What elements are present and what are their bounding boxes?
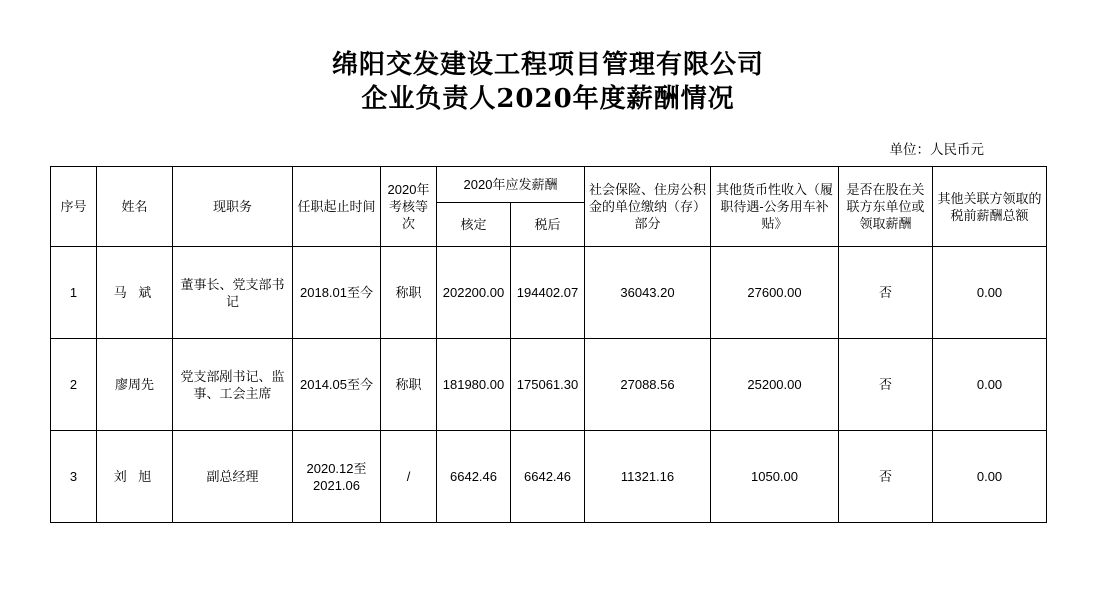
cell-seq: 3 [51,431,97,523]
cell-term: 2018.01至今 [293,247,381,339]
header-position: 现职务 [173,167,293,247]
cell-insurance: 36043.20 [585,247,711,339]
cell-position: 副总经理 [173,431,293,523]
cell-grade: 称职 [381,247,437,339]
cell-grade: 称职 [381,339,437,431]
table-row [51,247,1047,339]
header-name: 姓名 [97,167,173,247]
salary-table-wrapper [0,166,1096,523]
header-related-total: 其他关联方领取的税前薪酬总额 [933,167,1047,247]
cell-name: 廖周先 [97,339,173,431]
cell-other-monetary: 27600.00 [711,247,839,339]
cell-seq: 1 [51,247,97,339]
table-header-row-1 [51,167,1047,203]
cell-related-total: 0.00 [933,339,1047,431]
cell-related-total: 0.00 [933,247,1047,339]
cell-shareholding: 否 [839,247,933,339]
cell-insurance: 27088.56 [585,339,711,431]
cell-related-total: 0.00 [933,431,1047,523]
cell-insurance: 11321.16 [585,431,711,523]
cell-term: 2020.12至2021.06 [293,431,381,523]
table-row [51,431,1047,523]
table-row [51,339,1047,431]
header-insurance: 社会保险、住房公积金的单位缴纳（存）部分 [585,167,711,247]
cell-name: 马 斌 [97,247,173,339]
currency-unit-note: 单位：人民币元 [889,142,984,157]
header-term: 任职起止时间 [293,167,381,247]
header-payable-after-tax: 税后 [511,203,585,247]
cell-grade: / [381,431,437,523]
cell-name: 刘 旭 [97,431,173,523]
header-seq: 序号 [51,167,97,247]
cell-other-monetary: 1050.00 [711,431,839,523]
salary-table [50,166,1047,523]
title-line-1: 绵阳交发建设工程项目管理有限公司 [331,50,764,80]
cell-term: 2014.05至今 [293,339,381,431]
cell-payable-after-tax: 175061.30 [511,339,585,431]
header-other-monetary: 其他货币性收入（履职待遇-公务用车补贴》 [711,167,839,247]
cell-position: 董事长、党支部书记 [173,247,293,339]
cell-payable-after-tax: 6642.46 [511,431,585,523]
cell-position: 党支部剐书记、监事、工会主席 [173,339,293,431]
cell-payable-after-tax: 194402.07 [511,247,585,339]
header-grade: 2020年考核等次 [381,167,437,247]
header-payable-group: 2020年应发薪酬 [437,167,585,203]
cell-payable-verified: 6642.46 [437,431,511,523]
header-payable-verified: 核定 [437,203,511,247]
header-shareholding: 是否在股在关联方东单位或领取薪酬 [839,167,933,247]
title-line-2: 企业负责人2020年度薪酬情况 [361,84,735,114]
cell-payable-verified: 181980.00 [437,339,511,431]
cell-payable-verified: 202200.00 [437,247,511,339]
cell-shareholding: 否 [839,339,933,431]
document-title [0,0,1096,116]
cell-other-monetary: 25200.00 [711,339,839,431]
cell-seq: 2 [51,339,97,431]
cell-shareholding: 否 [839,431,933,523]
